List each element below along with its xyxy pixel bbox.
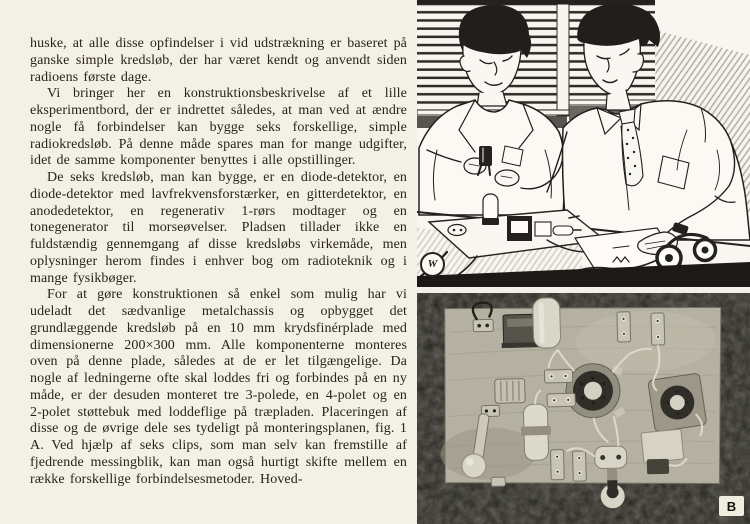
paragraph-circuits: De seks kredsløb, man kan bygge, er en diode-detektor, en diode-detektor med lavfrekvensforstærker, en gitterdetektor, en anodedetektor, en regenerativ 1-rørs modtager og en tonegenerator til morseøvelser. Pladsen tillader ikke en fuldstændig gennemgang af disse kredsløbs virkemåde, men oplysninger herom findes i enhver bog om radioteknik og i mange fysikbøger.	[30, 170, 407, 286]
photo-figure	[417, 293, 750, 524]
paragraph-construction: For at gøre konstruktionen så enkel som mulig har vi udeladt det sædvanlige metalchassis og opbygget det grundlæggende kredsløb på en 10 mm krydsfinérplade med dimensionerne 200×300 mm. Alle komponenterne monteres oven på denne plade, således at de er let tilgængelige. Da nogle af ledningerne ofte skal loddes fri og forbindes på en ny måde, er der desuden monteret tre 3-polede, en 4-polet og en 2-polet støttebuk med loddeflige på træpladen. Placeringen af disse og de øvrige dele ses tydeligt på monteringsplanen, fig. 1 A. Ved hjælp af seks clips, som man selv kan fremstille af fjedrende messingblik, kan man også hurtigt skifte mellem en række forskellige forbindelsesmetoder. Hoved-	[30, 287, 407, 487]
figure-label-b: B	[719, 496, 744, 516]
paragraph-continuation: huske, at alle disse opfindelser i vid udstrækning er baseret på ganske simple kredsløb, der har været kendt og anvendt siden radioens første dage.	[30, 36, 407, 85]
film-grain-overlay	[417, 293, 750, 524]
artist-monogram	[420, 252, 445, 277]
radio-tube	[483, 194, 498, 222]
illustration-figure	[417, 0, 750, 287]
line-art-drawing	[417, 0, 750, 287]
board-photo	[417, 293, 750, 524]
artist-monogram-letter: W	[427, 258, 438, 270]
man-figure	[547, 3, 750, 240]
article-text-column	[30, 36, 407, 488]
paragraph-intro: Vi bringer her en konstruktionsbeskrivelse af et lille eksperimentbord, der er indrettet således, at man ved at ændre nogle få forbindelser kan bygge seks forskellige, simple radiokredsløb. På denne måde spares man for mange udgifter, idet de samme komponenter benyttes i alle opstillinger.	[30, 86, 407, 169]
